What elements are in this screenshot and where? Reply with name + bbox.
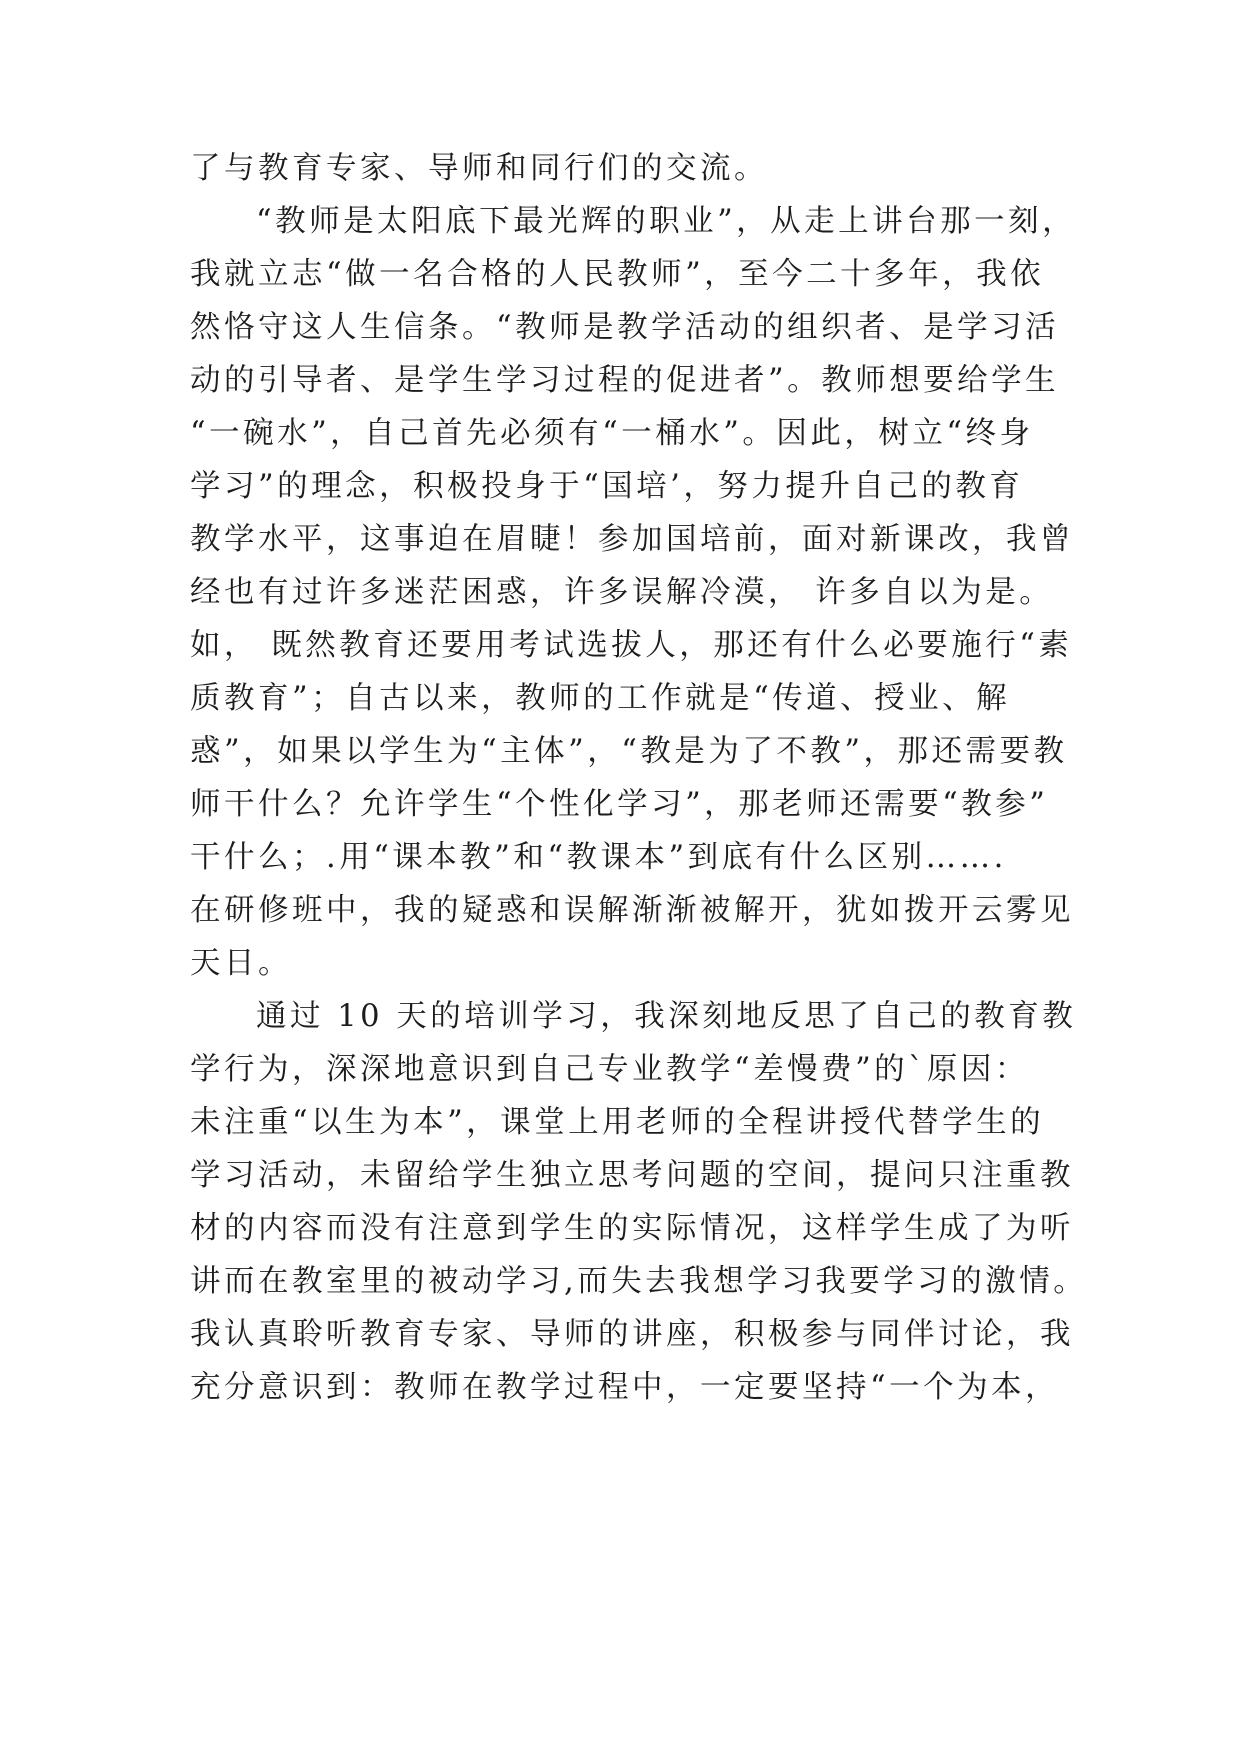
paragraph-start-line: “教师是太阳底下最光辉的职业”，从走上讲台那一刻， [256,204,1077,239]
text-line: 材的内容而没有注意到学生的实际情况，这样学生成了为听 [190,1211,1074,1246]
text-line: 充分意识到：教师在教学过程中，一定要坚持“一个为本， [190,1370,1060,1405]
text-line: 质教育”；自古以来，教师的工作就是“传道、授业、解 [190,681,1011,716]
text-line: 未注重“以生为本”，课堂上用老师的全程讲授代替学生的 [190,1105,1045,1140]
text-line: 惑”，如果以学生为“主体”，“教是为了不教”，那还需要教 [190,734,1068,769]
text-line: 在研修班中，我的疑惑和误解渐渐被解开，犹如拨开云雾见 [190,893,1074,928]
text-line: 如， 既然教育还要用考试选拔人，那还有什么必要施行“素 [190,628,1073,663]
body-text [190,142,1088,1414]
text-line: 动的引导者、是学生学习过程的促进者”。教师想要给学生 [190,363,1060,398]
text-line: 经也有过许多迷茫困惑，许多误解冷漠， 许多自以为是。 [190,575,1054,610]
text-line: 了与教育专家、导师和同行们的交流。 [190,151,768,186]
text-line: 师干什么？允许学生“个性化学习”，那老师还需要“教参” [190,787,1049,822]
text-line: 学习”的理念，积极投身于“国培’，努力提升自己的教育 [190,469,1024,504]
text-line: 我就立志“做一名合格的人民教师”，至今二十多年，我依 [190,257,1045,292]
text-line: 干什么；.用“课本教”和“教课本”到底有什么区别……. [190,840,1007,875]
paragraph-start-line: 通过 10 天的培训学习，我深刻地反思了自己的教育教 [256,999,1077,1034]
text-line: 教学水平，这事迫在眉睫！参加国培前，面对新课改，我曾 [190,522,1074,557]
text-line: 我认真聆听教育专家、导师的讲座，积极参与同伴讨论，我 [190,1317,1074,1352]
text-line: 然恪守这人生信条。“教师是教学活动的组织者、是学习活 [190,310,1060,345]
text-line: 讲而在教室里的被动学习,而失去我想学习我要学习的激情。 [190,1264,1088,1299]
text-line: 学习活动，未留给学生独立思考问题的空间，提问只注重教 [190,1158,1074,1193]
text-line: 学行为，深深地意识到自己专业教学“差慢费”的`原因： [190,1052,1029,1087]
text-line: “一碗水”，自己首先必须有“一桶水”。因此，树立“终身 [190,416,1034,451]
text-line: 天日。 [190,946,292,981]
